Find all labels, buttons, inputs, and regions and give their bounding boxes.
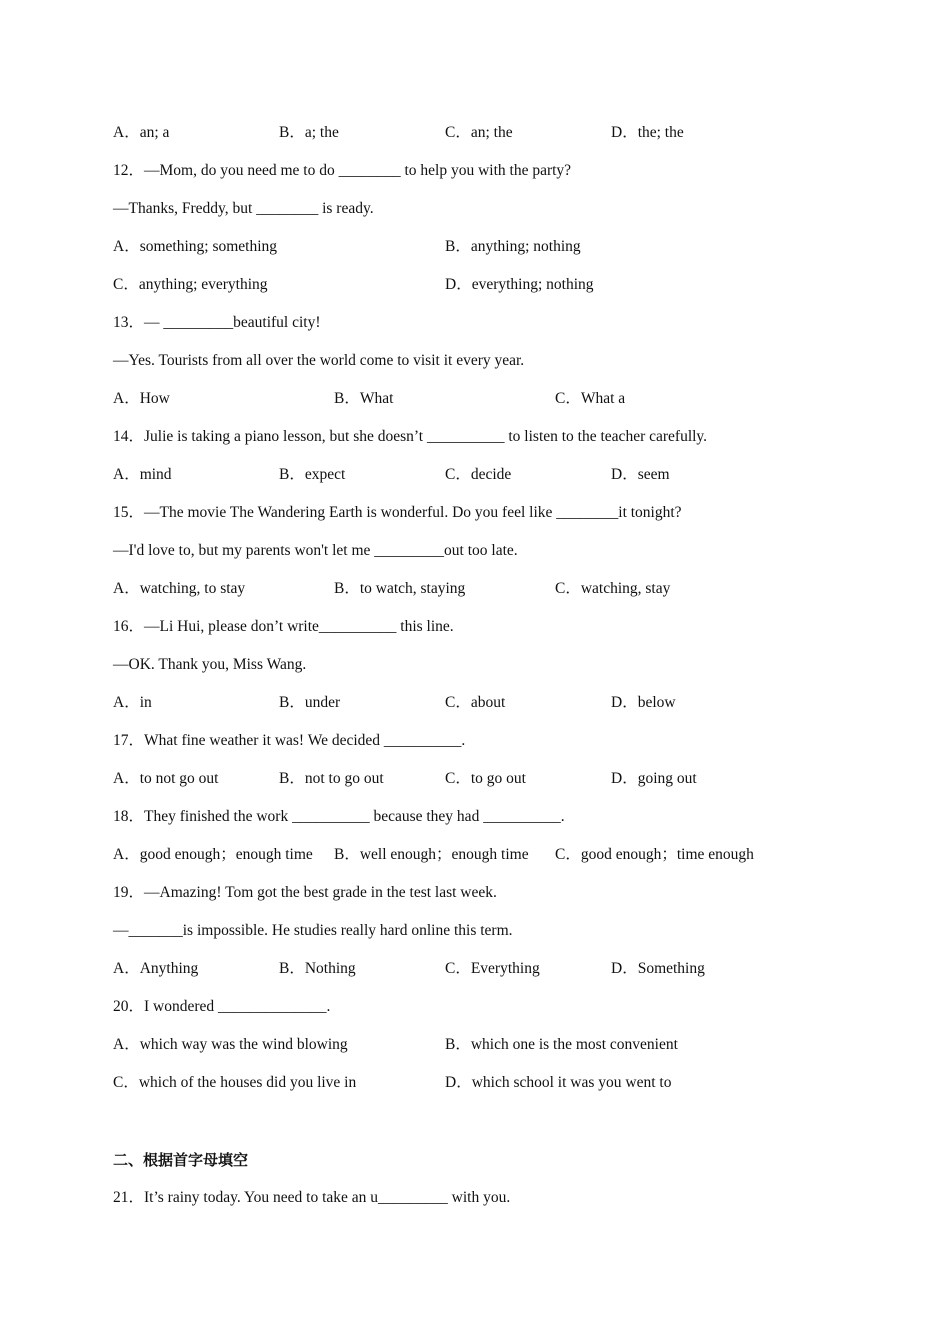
q18-option-c: C．good enough；time enough bbox=[555, 846, 754, 863]
q16-option-a: A．in bbox=[113, 694, 152, 711]
q12-option-a: A．something; something bbox=[113, 238, 278, 255]
q11-option-b: B．a; the bbox=[279, 124, 339, 141]
q18-option-b: B．well enough；enough time bbox=[334, 846, 529, 863]
q11-option-d: D．the; the bbox=[611, 124, 684, 141]
q19-option-c: C．Everything bbox=[445, 960, 540, 977]
q19-response: —_______is impossible. He studies really hard online this term. bbox=[113, 922, 513, 939]
q14-stem: 14．Julie is taking a piano lesson, but she doesn’t __________ to listen to the teacher carefully. bbox=[113, 428, 708, 445]
q19-option-a: A．Anything bbox=[113, 960, 199, 977]
q20-option-d: D．which school it was you went to bbox=[445, 1074, 672, 1091]
q19-stem: 19．—Amazing! Tom got the best grade in the test last week. bbox=[113, 884, 497, 901]
q16-option-c: C．about bbox=[445, 694, 506, 711]
q20-option-b: B．which one is the most convenient bbox=[445, 1036, 678, 1053]
q14-option-c: C．decide bbox=[445, 466, 512, 483]
q13-response: —Yes. Tourists from all over the world come to visit it every year. bbox=[113, 352, 525, 369]
q19-option-b: B．Nothing bbox=[279, 960, 356, 977]
q16-option-b: B．under bbox=[279, 694, 341, 711]
q15-option-c: C．watching, stay bbox=[555, 580, 671, 597]
q21-stem: 21．It’s rainy today. You need to take an u_________ with you. bbox=[113, 1189, 511, 1206]
q11-option-c: C．an; the bbox=[445, 124, 513, 141]
q14-option-b: B．expect bbox=[279, 466, 346, 483]
q13-option-b: B．What bbox=[334, 390, 394, 407]
q15-response: —I'd love to, but my parents won't let me _________out too late. bbox=[113, 542, 518, 559]
q20-stem: 20．I wondered ______________. bbox=[113, 998, 331, 1015]
q20-option-c: C．which of the houses did you live in bbox=[113, 1074, 357, 1091]
q12-option-c: C．anything; everything bbox=[113, 276, 268, 293]
q13-option-a: A．How bbox=[113, 390, 170, 407]
q15-stem: 15．—The movie The Wandering Earth is wonderful. Do you feel like ________it tonight? bbox=[113, 504, 682, 521]
q17-option-a: A．to not go out bbox=[113, 770, 219, 787]
q18-option-a: A．good enough；enough time bbox=[113, 846, 313, 863]
q13-stem: 13．— _________beautiful city! bbox=[113, 314, 321, 331]
q14-option-d: D．seem bbox=[611, 466, 670, 483]
q17-stem: 17．What fine weather it was! We decided __________. bbox=[113, 732, 466, 749]
q17-option-b: B．not to go out bbox=[279, 770, 384, 787]
q16-option-d: D．below bbox=[611, 694, 676, 711]
q16-response: —OK. Thank you, Miss Wang. bbox=[113, 656, 307, 673]
q12-option-d: D．everything; nothing bbox=[445, 276, 594, 293]
q15-option-a: A．watching, to stay bbox=[113, 580, 246, 597]
q20-option-a: A．which way was the wind blowing bbox=[113, 1036, 348, 1053]
q16-stem: 16．—Li Hui, please don’t write__________ this line. bbox=[113, 618, 454, 635]
q13-option-c: C．What a bbox=[555, 390, 626, 407]
q12-stem: 12．—Mom, do you need me to do ________ to help you with the party? bbox=[113, 162, 572, 179]
q19-option-d: D．Something bbox=[611, 960, 705, 977]
q18-stem: 18．They finished the work __________ because they had __________. bbox=[113, 808, 565, 825]
q17-option-d: D．going out bbox=[611, 770, 697, 787]
q11-option-a: A．an; a bbox=[113, 124, 170, 141]
q17-option-c: C．to go out bbox=[445, 770, 526, 787]
q14-option-a: A．mind bbox=[113, 466, 172, 483]
q12-option-b: B．anything; nothing bbox=[445, 238, 581, 255]
q12-response: —Thanks, Freddy, but ________ is ready. bbox=[113, 200, 374, 217]
q15-option-b: B．to watch, staying bbox=[334, 580, 466, 597]
section-heading: 二、根据首字母填空 bbox=[113, 1151, 249, 1169]
